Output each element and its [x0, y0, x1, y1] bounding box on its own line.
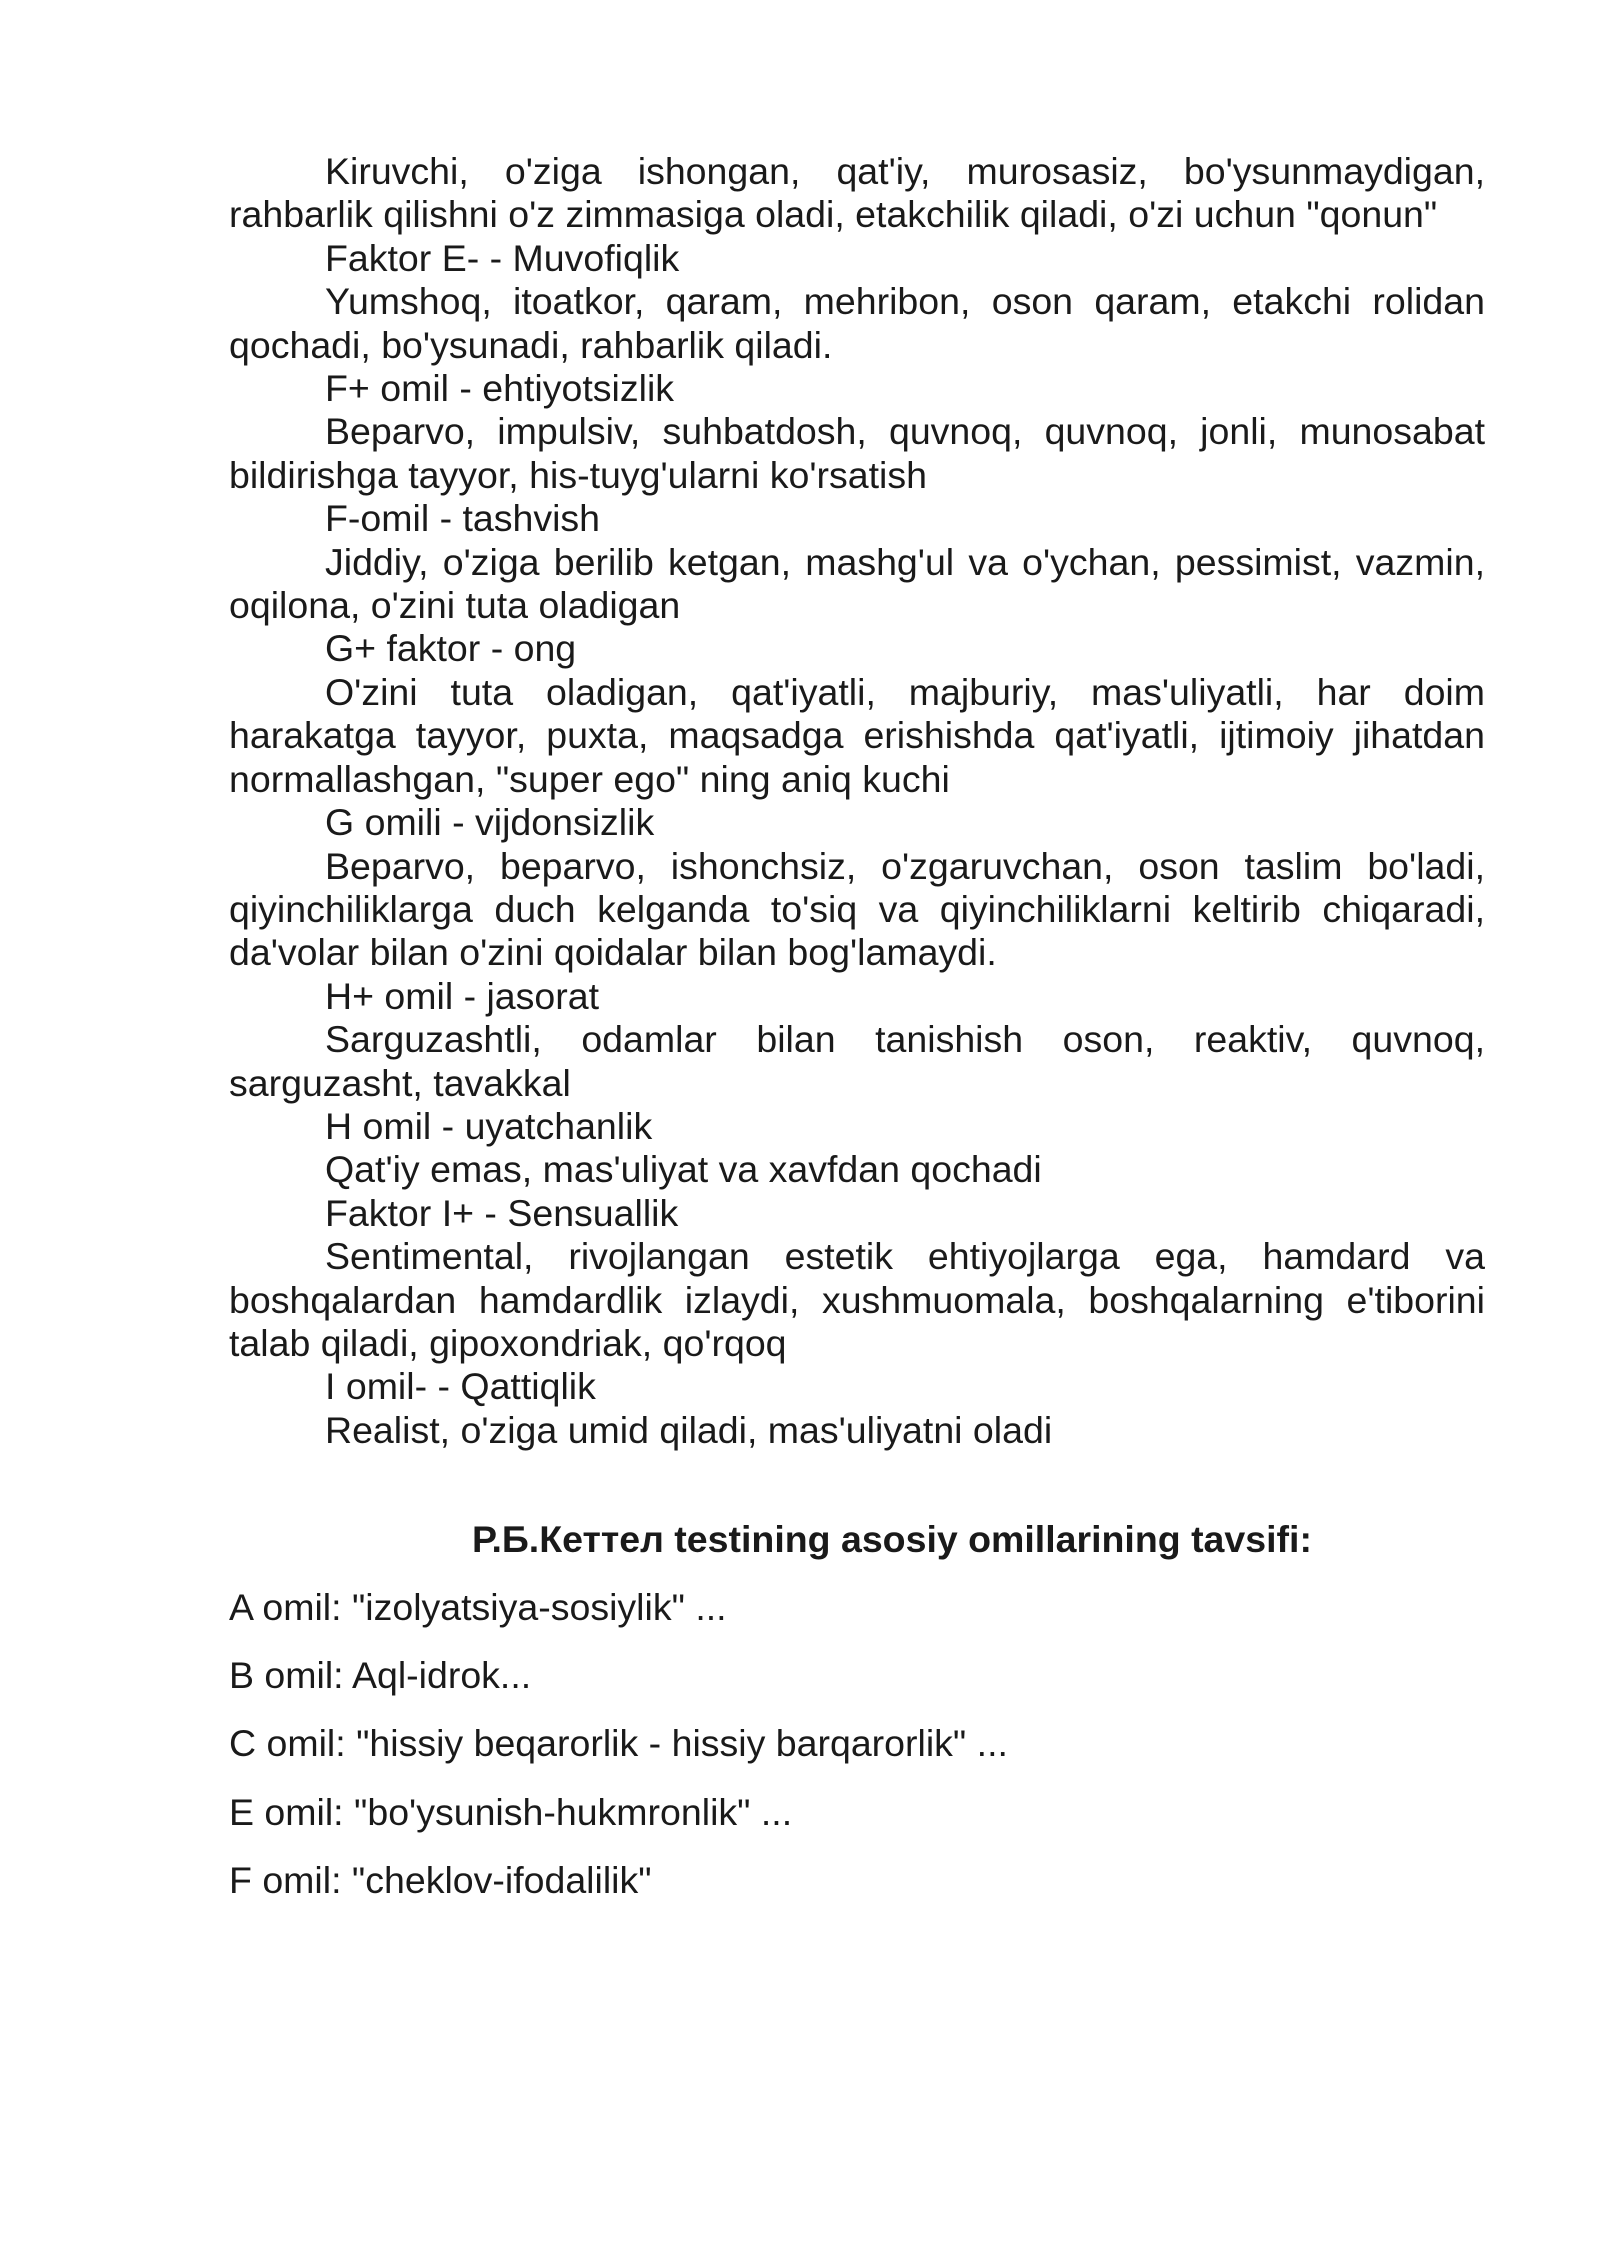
paragraph: Realist, o'ziga umid qiladi, mas'uliyatni oladi — [325, 1408, 1053, 1451]
omil-list — [229, 1586, 1485, 1903]
paragraph: Qat'iy emas, mas'uliyat va xavfdan qochadi — [325, 1148, 1042, 1191]
paragraph: O'zini tuta oladigan, qat'iyatli, majburiy, mas'uliyatli, har doim harakatga tayyor, puxta, maqsadga erishishda qat'iyatli, ijtimoiy jihatdan normallashgan, "super ego" ning aniq kuchi — [229, 670, 1485, 800]
document-page — [229, 150, 1485, 1928]
section-heading: Р.Б.Кеттел testining asosiy omillarining tavsifi: — [472, 1518, 1312, 1561]
list-item: A omil: "izolyatsiya-sosiylik" ... — [229, 1585, 727, 1628]
factor-heading: G+ faktor - ong — [325, 627, 577, 670]
list-item: E omil: "bo'ysunish-hukmronlik" ... — [229, 1790, 793, 1833]
list-item: C omil: "hissiy beqarorlik - hissiy barqarorlik" ... — [229, 1722, 1008, 1765]
paragraph: Yumshoq, itoatkor, qaram, mehribon, oson qaram, etakchi rolidan qochadi, bo'ysunadi, rahbarlik qiladi. — [229, 280, 1485, 366]
paragraph: Beparvo, beparvo, ishonchsiz, o'zgaruvchan, oson taslim bo'ladi, qiyinchiliklarga duch kelganda to'siq va qiyinchiliklarni keltirib chiqaradi, da'volar bilan o'zini qoidalar bilan bog'lamaydi. — [229, 844, 1485, 974]
factor-heading: H+ omil - jasorat — [325, 974, 600, 1017]
paragraph: Sarguzashtli, odamlar bilan tanishish oson, reaktiv, quvnoq, sarguzasht, tavakkal — [229, 1018, 1485, 1104]
factor-heading: Faktor E- - Muvofiqlik — [325, 236, 680, 279]
list-item: F omil: "cheklov-ifodalilik" — [229, 1859, 652, 1902]
factor-heading: F-omil - tashvish — [325, 497, 601, 540]
factor-heading: I omil- - Qattiqlik — [325, 1365, 596, 1408]
paragraph: Jiddiy, o'ziga berilib ketgan, mashg'ul va o'ychan, pessimist, vazmin, oqilona, o'zini tuta oladigan — [229, 540, 1485, 627]
factor-heading: F+ omil - ehtiyotsizlik — [325, 367, 675, 410]
factor-heading: Faktor I+ - Sensuallik — [325, 1191, 679, 1234]
paragraph: Beparvo, impulsiv, suhbatdosh, quvnoq, quvnoq, jonli, munosabat bildirishga tayyor, his-tuyg'ularni ko'rsatish — [229, 410, 1485, 496]
paragraph: Kiruvchi, o'ziga ishongan, qat'iy, murosasiz, bo'ysunmaydigan, rahbarlik qilishni o'z zimmasiga oladi, etakchilik qiladi, o'zi uchun "qonun" — [229, 150, 1485, 236]
list-item: B omil: Aql-idrok... — [229, 1654, 532, 1696]
factor-heading: H omil - uyatchanlik — [325, 1104, 653, 1147]
factor-descriptions — [229, 150, 1485, 1452]
paragraph: Sentimental, rivojlangan estetik ehtiyojlarga ega, hamdard va boshqalardan hamdardlik izlaydi, xushmuomala, boshqalarning e'tiborini talab qiladi, gipoxondriak, qo'rqoq — [229, 1235, 1485, 1364]
factor-heading: G omili - vijdonsizlik — [325, 801, 655, 844]
